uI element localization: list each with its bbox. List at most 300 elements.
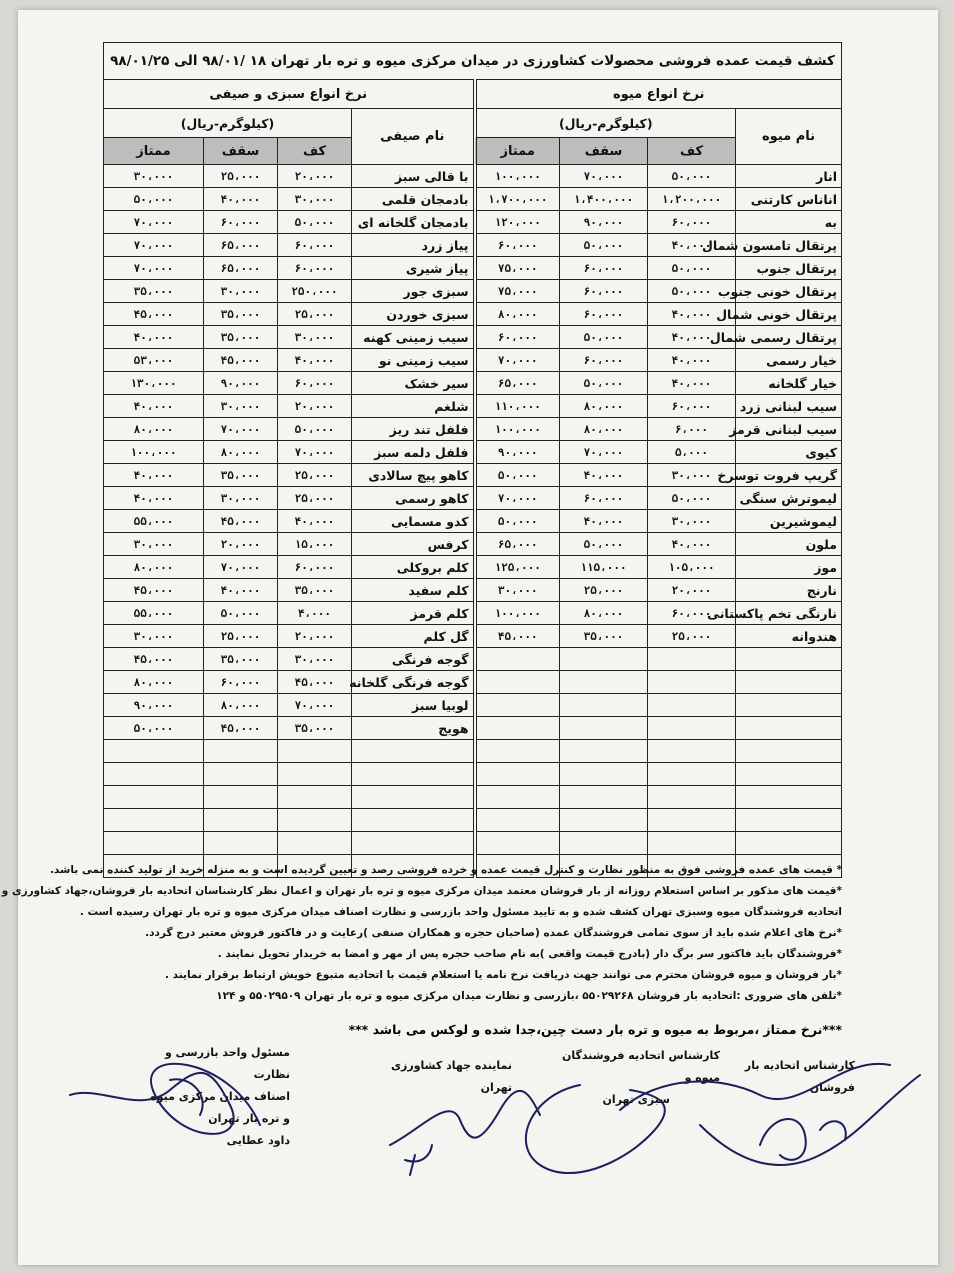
fruit-name-cell [736,763,842,786]
fruit-name-cell: اناناس کارتنی [736,188,842,211]
fruit-name-cell: گریپ فروت توسرخ [736,464,842,487]
fruit-max-cell [560,786,648,809]
table-row [103,487,841,510]
table-row [103,786,841,809]
fruit-name-cell: سیب لبنانی زرد [736,395,842,418]
veg-name-cell [352,740,475,763]
fruit-max-cell: ۷۰،۰۰۰ [560,441,648,464]
fruit-name-cell [736,809,842,832]
veg-max-cell: ۳۰،۰۰۰ [204,487,278,510]
veg-name-cell: هویج [352,717,475,740]
fruit-max-cell: ۶۰،۰۰۰ [560,257,648,280]
veg-premium-cell: ۵۵،۰۰۰ [103,510,203,533]
table-row [103,694,841,717]
table-row [103,763,841,786]
fruit-max-cell: ۵۰،۰۰۰ [560,533,648,556]
fruit-min-cell: ۳۰،۰۰۰ [648,510,736,533]
table-row [103,372,841,395]
fruit-min-cell: ۴۰،۰۰۰ [648,349,736,372]
veg-premium-cell: ۴۰،۰۰۰ [103,464,203,487]
fruit-min-cell [648,717,736,740]
veg-premium-cell [103,809,203,832]
veg-max-cell [204,832,278,855]
veg-col-premium: ممتاز [103,138,203,165]
fruit-name-cell: خیار گلخانه [736,372,842,395]
fruit-premium-cell [475,786,560,809]
note-line: * قیمت های عمده فروشی فوق به منظور نظارت و کنترل قیمت عمده و خرده فروشی رصد و تعیین گردیده است و به منزله خرید از تولید کننده نمی باشد. [49,864,842,876]
fruit-max-cell: ۴۰،۰۰۰ [560,510,648,533]
veg-min-cell: ۳۰،۰۰۰ [278,648,352,671]
fruit-min-cell: ۴۰،۰۰۰ [648,326,736,349]
veg-premium-cell [103,763,203,786]
veg-name-cell: بادمجان قلمی [352,188,475,211]
table-row [103,418,841,441]
veg-min-cell [278,763,352,786]
veg-name-cell: گل کلم [352,625,475,648]
fruit-name-cell: پرتقال خونی جنوب [736,280,842,303]
veg-min-cell: ۲۰،۰۰۰ [278,625,352,648]
table-row [103,211,841,234]
fruit-min-cell: ۶۰،۰۰۰ [648,211,736,234]
veg-name-header: نام صیفی [352,109,475,165]
veg-name-cell: فلفل تند ریز [352,418,475,441]
veg-premium-cell: ۸۰،۰۰۰ [103,556,203,579]
veg-premium-cell: ۵۵،۰۰۰ [103,602,203,625]
veg-max-cell: ۴۵،۰۰۰ [204,510,278,533]
fruit-max-cell: ۳۵،۰۰۰ [560,625,648,648]
veg-premium-cell: ۴۰،۰۰۰ [103,326,203,349]
veg-min-cell: ۵۰،۰۰۰ [278,418,352,441]
fruit-max-cell [560,717,648,740]
veg-col-max: سقف [204,138,278,165]
fruit-max-cell: ۶۰،۰۰۰ [560,349,648,372]
note-line: *نرخ های اعلام شده باید از سوی تمامی فروشندگان عمده (صاحبان حجره و همکاران صنفی )رعایت و در فاکتور فروش معتبر درج گردد. [145,927,842,939]
fruit-premium-cell: ۵۰،۰۰۰ [475,464,560,487]
veg-min-cell: ۶۰،۰۰۰ [278,372,352,395]
fruit-max-cell [560,671,648,694]
fruit-min-cell: ۵۰،۰۰۰ [648,165,736,188]
fruit-premium-cell: ۶۰،۰۰۰ [475,234,560,257]
veg-max-cell: ۲۰،۰۰۰ [204,533,278,556]
fruit-name-cell: پرتقال خونی شمال [736,303,842,326]
veg-premium-cell: ۴۵،۰۰۰ [103,303,203,326]
veg-max-cell: ۴۵،۰۰۰ [204,717,278,740]
table-row [103,395,841,418]
fruit-max-cell: ۱،۴۰۰،۰۰۰ [560,188,648,211]
fruit-name-cell: لیموترش سنگی [736,487,842,510]
signature-title: اصناف میدان مرکزی میوه و تره بار تهران [150,1090,290,1125]
fruit-min-cell: ۱،۲۰۰،۰۰۰ [648,188,736,211]
fruit-min-cell [648,786,736,809]
veg-min-cell: ۳۵،۰۰۰ [278,717,352,740]
fruit-name-cell: نارنگی تخم پاکستانی [736,602,842,625]
table-row [103,533,841,556]
fruit-min-cell [648,832,736,855]
signature-name: داود عطایی [226,1134,290,1147]
table-row [103,717,841,740]
veg-min-cell: ۴۵،۰۰۰ [278,671,352,694]
table-row [103,671,841,694]
fruit-name-cell: پرتقال رسمی شمال [736,326,842,349]
fruit-name-cell: هندوانه [736,625,842,648]
fruit-min-cell: ۵،۰۰۰ [648,441,736,464]
veg-min-cell: ۲۰،۰۰۰ [278,395,352,418]
fruit-name-cell [736,786,842,809]
veg-premium-cell: ۳۵،۰۰۰ [103,280,203,303]
fruit-premium-cell: ۸۰،۰۰۰ [475,303,560,326]
veg-premium-cell: ۷۰،۰۰۰ [103,257,203,280]
veg-min-cell: ۶۰،۰۰۰ [278,257,352,280]
veg-max-cell: ۴۰،۰۰۰ [204,579,278,602]
veg-premium-cell: ۳۰،۰۰۰ [103,625,203,648]
veg-max-cell: ۳۰،۰۰۰ [204,395,278,418]
fruit-min-cell: ۴۰،۰۰۰ [648,372,736,395]
fruit-name-cell: خیار رسمی [736,349,842,372]
sheet-title: کشف قیمت عمده فروشی محصولات کشاورزی در میدان مرکزی میوه و تره بار تهران ۱۸ /۹۸/۰۱ الی ۹۸/۰۱/۲۵ [103,43,841,80]
fruit-min-cell: ۳۰،۰۰۰ [648,464,736,487]
table-row [103,602,841,625]
table-row [103,625,841,648]
note-line: *قیمت های مذکور بر اساس استعلام روزانه از بار فروشان معتمد میدان مرکزی میوه و تره بار تهران و اعمال نظر کارشناسان اتحادیه بار فروشان،جهاد کشاورزی و [1,885,842,897]
veg-min-cell: ۲۵،۰۰۰ [278,487,352,510]
fruit-max-cell [560,740,648,763]
signature-title: مسئول واحد بازرسی و نظارت [164,1046,290,1081]
veg-premium-cell: ۸۰،۰۰۰ [103,418,203,441]
fruit-min-cell [648,694,736,717]
fruit-premium-cell: ۱۰۰،۰۰۰ [475,602,560,625]
veg-name-cell: کاهو رسمی [352,487,475,510]
veg-unit-label: (کیلوگرم-ریال) [103,109,351,138]
veg-name-cell: سبزی جور [352,280,475,303]
fruit-name-header: نام میوه [736,109,842,165]
table-row [103,510,841,533]
veg-max-cell: ۲۵،۰۰۰ [204,625,278,648]
veg-premium-cell: ۴۰،۰۰۰ [103,487,203,510]
fruit-max-cell: ۷۰،۰۰۰ [560,165,648,188]
fruit-name-cell: ملون [736,533,842,556]
veg-min-cell [278,809,352,832]
fruit-name-cell [736,648,842,671]
fruit-premium-cell: ۱۲۰،۰۰۰ [475,211,560,234]
veg-max-cell: ۸۰،۰۰۰ [204,694,278,717]
veg-min-cell: ۲۵،۰۰۰ [278,303,352,326]
veg-max-cell [204,763,278,786]
table-row [103,579,841,602]
fruit-premium-cell [475,809,560,832]
fruit-premium-cell: ۷۰،۰۰۰ [475,349,560,372]
veg-name-cell: با قالی سبز [352,165,475,188]
fruit-name-cell: پرتقال جنوب [736,257,842,280]
veg-max-cell: ۴۵،۰۰۰ [204,349,278,372]
veg-name-cell: گوجه فرنگی گلخانه [352,671,475,694]
veg-premium-cell: ۱۳۰،۰۰۰ [103,372,203,395]
veg-max-cell: ۷۰،۰۰۰ [204,418,278,441]
veg-section-heading: نرخ انواع سبزی و صیفی [103,80,474,109]
veg-premium-cell: ۵۰،۰۰۰ [103,717,203,740]
table-row [103,257,841,280]
veg-premium-cell: ۹۰،۰۰۰ [103,694,203,717]
fruit-min-cell [648,809,736,832]
fruit-premium-cell [475,832,560,855]
fruit-premium-cell: ۷۰،۰۰۰ [475,487,560,510]
veg-max-cell: ۸۰،۰۰۰ [204,441,278,464]
veg-premium-cell: ۸۰،۰۰۰ [103,671,203,694]
note-line: *فروشندگان باید فاکتور سر برگ دار (بادرج قیمت واقعی )به نام صاحب حجره پس از مهر و امضا به خریدار تحویل نمایند . [217,948,842,960]
veg-premium-cell: ۱۰۰،۰۰۰ [103,441,203,464]
table-row [103,280,841,303]
table-row [103,349,841,372]
veg-min-cell: ۷۰،۰۰۰ [278,694,352,717]
fruit-premium-cell: ۱۲۵،۰۰۰ [475,556,560,579]
table-row [103,809,841,832]
veg-max-cell: ۶۵،۰۰۰ [204,257,278,280]
veg-name-cell: کلم بروکلی [352,556,475,579]
fruit-name-cell: به [736,211,842,234]
notes-block [1,860,842,1007]
veg-premium-cell [103,786,203,809]
table-row [103,556,841,579]
fruit-name-cell: موز [736,556,842,579]
veg-premium-cell: ۴۵،۰۰۰ [103,579,203,602]
fruit-max-cell: ۵۰،۰۰۰ [560,326,648,349]
veg-premium-cell: ۷۰،۰۰۰ [103,234,203,257]
veg-name-cell: گوجه فرنگی [352,648,475,671]
veg-name-cell: کلم سفید [352,579,475,602]
fruit-premium-cell [475,671,560,694]
veg-premium-cell: ۳۰،۰۰۰ [103,533,203,556]
veg-max-cell: ۳۰،۰۰۰ [204,280,278,303]
fruit-premium-cell: ۵۰،۰۰۰ [475,510,560,533]
fruit-premium-cell: ۱۰۰،۰۰۰ [475,165,560,188]
veg-min-cell: ۵۰،۰۰۰ [278,211,352,234]
veg-min-cell: ۲۵،۰۰۰ [278,464,352,487]
table-row [103,303,841,326]
veg-name-cell [352,786,475,809]
fruit-name-cell [736,694,842,717]
fruit-name-cell: انار [736,165,842,188]
veg-max-cell [204,740,278,763]
fruit-max-cell: ۸۰،۰۰۰ [560,602,648,625]
fruit-col-min: کف [648,138,736,165]
fruit-min-cell [648,740,736,763]
fruit-premium-cell: ۶۵،۰۰۰ [475,372,560,395]
fruit-name-cell [736,717,842,740]
veg-max-cell: ۳۵،۰۰۰ [204,464,278,487]
fruit-premium-cell [475,694,560,717]
note-line: *تلفن های ضروری :اتحادیه بار فروشان ۵۵۰۲۹۲۶۸ ،بازرسی و نظارت میدان مرکزی میوه و تره بار تهران ۵۵۰۲۹۵۰۹ و ۱۲۴ [216,990,842,1002]
fruit-premium-cell [475,740,560,763]
table-row [103,188,841,211]
fruit-name-cell: سیب لبنانی قرمز [736,418,842,441]
veg-col-min: کف [278,138,352,165]
veg-name-cell [352,832,475,855]
fruit-max-cell: ۲۵،۰۰۰ [560,579,648,602]
fruit-min-cell: ۵۰،۰۰۰ [648,257,736,280]
table-row [103,464,841,487]
veg-max-cell: ۴۰،۰۰۰ [204,188,278,211]
veg-min-cell [278,786,352,809]
veg-name-cell: سیر خشک [352,372,475,395]
fruit-max-cell: ۴۰،۰۰۰ [560,464,648,487]
table-row [103,326,841,349]
fruit-min-cell: ۴۰،۰۰۰ [648,234,736,257]
veg-max-cell [204,786,278,809]
veg-name-cell: کدو مسمایی [352,510,475,533]
fruit-min-cell: ۶۰،۰۰۰ [648,602,736,625]
fruit-premium-cell: ۳۰،۰۰۰ [475,579,560,602]
fruit-premium-cell [475,763,560,786]
veg-name-cell: سیب زمینی کهنه [352,326,475,349]
fruit-min-cell [648,763,736,786]
veg-name-cell: کلم قرمز [352,602,475,625]
fruit-col-premium: ممتاز [475,138,560,165]
veg-name-cell: کاهو پیچ سالادی [352,464,475,487]
veg-premium-cell: ۷۰،۰۰۰ [103,211,203,234]
fruit-premium-cell: ۷۵،۰۰۰ [475,257,560,280]
veg-min-cell [278,740,352,763]
fruit-premium-cell: ۱۱۰،۰۰۰ [475,395,560,418]
fruit-name-cell [736,671,842,694]
fruit-max-cell: ۹۰،۰۰۰ [560,211,648,234]
fruit-name-cell [736,832,842,855]
fruit-min-cell [648,671,736,694]
fruit-premium-cell: ۷۵،۰۰۰ [475,280,560,303]
veg-min-cell: ۴۰،۰۰۰ [278,510,352,533]
price-table [103,42,842,878]
fruit-min-cell [648,648,736,671]
fruit-min-cell: ۲۵،۰۰۰ [648,625,736,648]
fruit-max-cell [560,763,648,786]
veg-max-cell: ۳۵،۰۰۰ [204,303,278,326]
fruit-premium-cell: ۶۰،۰۰۰ [475,326,560,349]
fruit-max-cell: ۵۰،۰۰۰ [560,234,648,257]
veg-max-cell [204,809,278,832]
fruit-min-cell: ۲۰،۰۰۰ [648,579,736,602]
fruit-max-cell: ۱۱۵،۰۰۰ [560,556,648,579]
fruit-max-cell [560,832,648,855]
veg-premium-cell: ۵۳،۰۰۰ [103,349,203,372]
veg-name-cell: سبزی خوردن [352,303,475,326]
veg-max-cell: ۷۰،۰۰۰ [204,556,278,579]
veg-min-cell: ۳۰،۰۰۰ [278,326,352,349]
fruit-premium-cell: ۱،۷۰۰،۰۰۰ [475,188,560,211]
veg-name-cell: لوبیا سبز [352,694,475,717]
fruit-min-cell: ۵۰،۰۰۰ [648,487,736,510]
signature-scribble-right-a [526,1085,665,1173]
veg-max-cell: ۶۰،۰۰۰ [204,211,278,234]
veg-name-cell [352,809,475,832]
fruit-min-cell: ۶،۰۰۰ [648,418,736,441]
veg-premium-cell [103,832,203,855]
table-row [103,165,841,188]
veg-max-cell: ۵۰،۰۰۰ [204,602,278,625]
note-line: *بار فروشان و میوه فروشان محترم می توانند جهت دریافت نرخ نامه یا استعلام قیمت با اتحادیه متبوع خویش ارتباط برقرار نمایند . [165,969,842,981]
veg-premium-cell: ۴۵،۰۰۰ [103,648,203,671]
fruit-premium-cell: ۶۵،۰۰۰ [475,533,560,556]
signature-title: سبزی تهران [602,1093,670,1106]
fruit-max-cell: ۶۰،۰۰۰ [560,303,648,326]
fruit-max-cell [560,694,648,717]
veg-min-cell [278,832,352,855]
veg-name-cell: پیاز زرد [352,234,475,257]
veg-premium-cell: ۳۰،۰۰۰ [103,165,203,188]
fruit-max-cell [560,809,648,832]
veg-name-cell [352,763,475,786]
veg-name-cell: فلفل دلمه سبز [352,441,475,464]
fruit-unit-label: (کیلوگرم-ریال) [475,109,736,138]
fruit-premium-cell [475,648,560,671]
signature-scribble-middle [390,1091,540,1145]
veg-min-cell: ۶۰،۰۰۰ [278,556,352,579]
signature-title: کارشناس اتحادیه بار فروشان [744,1059,855,1094]
fruit-min-cell: ۵۰،۰۰۰ [648,280,736,303]
fruit-max-cell [560,648,648,671]
fruit-premium-cell: ۱۰۰،۰۰۰ [475,418,560,441]
veg-max-cell: ۳۵،۰۰۰ [204,326,278,349]
price-sheet [104,42,842,878]
veg-name-cell: بادمجان گلخانه ای [352,211,475,234]
fruit-name-cell: نارنج [736,579,842,602]
table-row [103,832,841,855]
fruit-col-max: سقف [560,138,648,165]
fruit-premium-cell [475,717,560,740]
signature-title: نماینده جهاد کشاورزی تهران [390,1059,512,1094]
table-row [103,740,841,763]
fruit-max-cell: ۶۰،۰۰۰ [560,487,648,510]
fruit-max-cell: ۶۰،۰۰۰ [560,280,648,303]
veg-min-cell: ۲۵۰،۰۰۰ [278,280,352,303]
veg-max-cell: ۲۵،۰۰۰ [204,165,278,188]
veg-name-cell: کرفس [352,533,475,556]
handwritten-signatures [60,1035,940,1185]
veg-name-cell: شلغم [352,395,475,418]
veg-min-cell: ۳۵،۰۰۰ [278,579,352,602]
fruit-name-cell: کیوی [736,441,842,464]
fruit-min-cell: ۴۰،۰۰۰ [648,303,736,326]
table-row [103,648,841,671]
veg-name-cell: سیب زمینی نو [352,349,475,372]
veg-min-cell: ۶۰،۰۰۰ [278,234,352,257]
signature-scribble-left [70,1064,260,1134]
veg-max-cell: ۹۰،۰۰۰ [204,372,278,395]
premium-note: ***نرخ ممتاز ،مربوط به میوه و تره بار دست چین،جدا شده و لوکس می باشد *** [348,1022,842,1037]
fruit-premium-cell: ۴۵،۰۰۰ [475,625,560,648]
fruit-min-cell: ۱۰۵،۰۰۰ [648,556,736,579]
fruit-premium-cell: ۹۰،۰۰۰ [475,441,560,464]
signature-title: کارشناس اتحادیه فروشندگان میوه و [561,1049,720,1084]
table-row [103,234,841,257]
fruit-name-cell: لیموشیرین [736,510,842,533]
table-row [103,441,841,464]
veg-min-cell: ۷۰،۰۰۰ [278,441,352,464]
note-line: اتحادیه فروشندگان میوه وسبزی تهران کشف شده و به تایید مسئول واحد بازرسی و نظارت اصناف میدان مرکزی میوه و تره بار تهران رسیده است . [79,906,842,918]
veg-min-cell: ۳۰،۰۰۰ [278,188,352,211]
veg-min-cell: ۲۰،۰۰۰ [278,165,352,188]
fruit-section-heading: نرخ انواع میوه [475,80,842,109]
fruit-name-cell: پرتقال تامسون شمال [736,234,842,257]
fruit-name-cell [736,740,842,763]
veg-min-cell: ۴۰،۰۰۰ [278,349,352,372]
fruit-max-cell: ۸۰،۰۰۰ [560,418,648,441]
fruit-max-cell: ۸۰،۰۰۰ [560,395,648,418]
veg-min-cell: ۴،۰۰۰ [278,602,352,625]
veg-name-cell: پیاز شیری [352,257,475,280]
veg-premium-cell: ۴۰،۰۰۰ [103,395,203,418]
fruit-min-cell: ۶۰،۰۰۰ [648,395,736,418]
veg-premium-cell: ۵۰،۰۰۰ [103,188,203,211]
veg-max-cell: ۶۵،۰۰۰ [204,234,278,257]
veg-max-cell: ۶۰،۰۰۰ [204,671,278,694]
